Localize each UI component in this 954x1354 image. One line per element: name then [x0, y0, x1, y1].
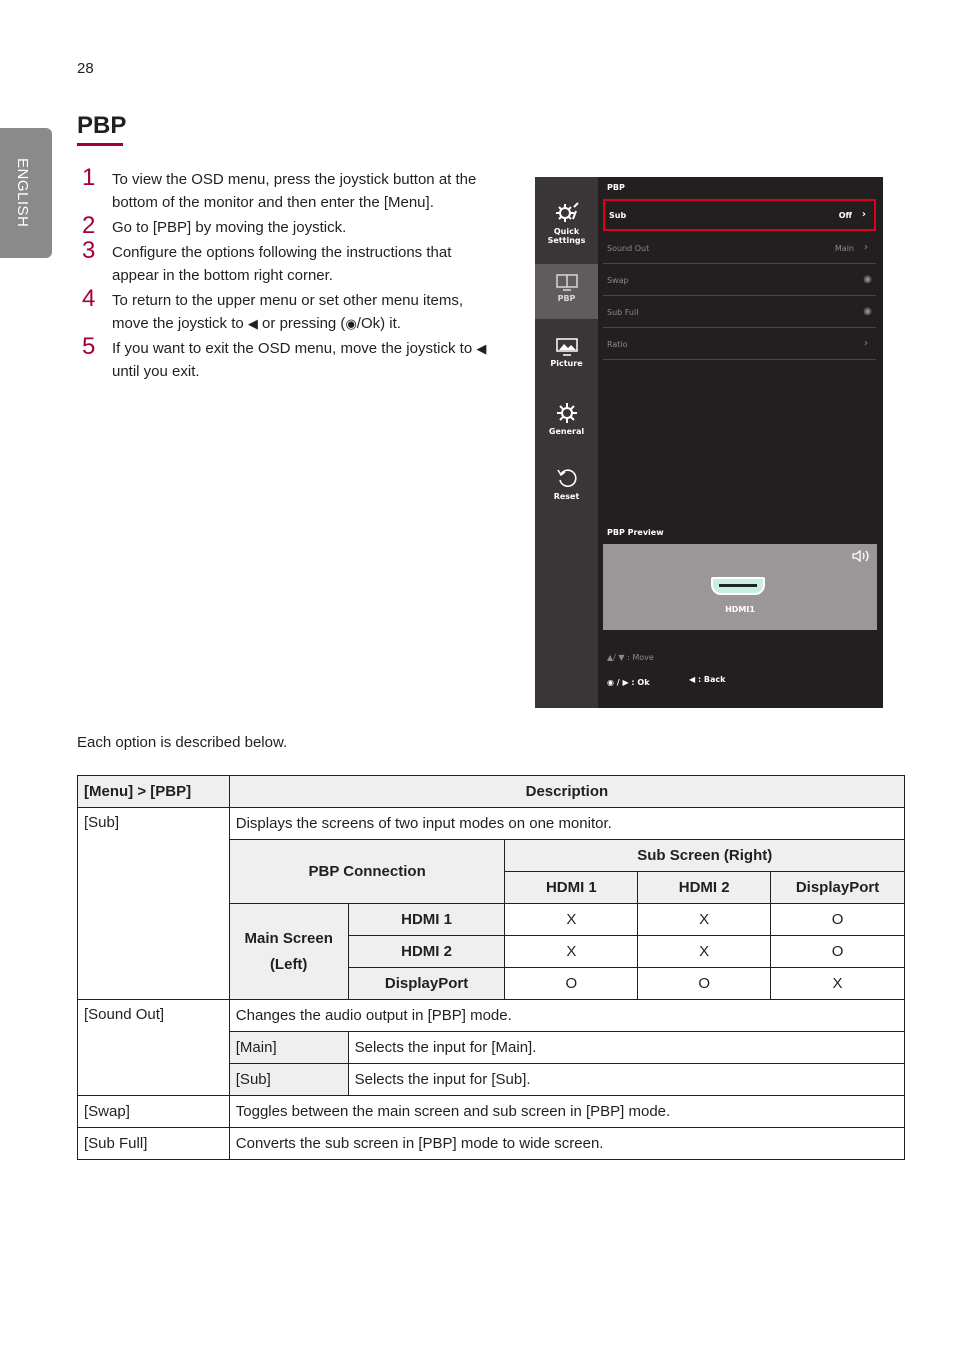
reset-icon: [555, 466, 579, 490]
sub-col-hdmi1: HDMI 1: [505, 872, 638, 904]
sound-out-option-desc: Selects the input for [Main].: [348, 1032, 904, 1064]
step-5: [82, 333, 502, 383]
section-title: PBP: [77, 112, 127, 139]
options-table: [77, 775, 905, 1160]
intro-text: Each option is described below.: [77, 734, 288, 751]
sound-out-option-main: [Main]: [229, 1032, 348, 1064]
compat-cell: X: [638, 904, 771, 936]
step-text: If you want to exit the OSD menu, move the joystick to: [112, 340, 477, 357]
step-number: 5: [82, 333, 96, 360]
page-number: 28: [77, 60, 94, 77]
compat-cell: O: [771, 904, 905, 936]
pbp-connection-header: PBP Connection: [229, 840, 505, 904]
radio-icon: ◉: [863, 274, 872, 285]
row-desc-sub: Displays the screens of two input modes on one monitor.: [229, 808, 904, 840]
row-label-sub: [Sub]: [78, 808, 230, 1000]
compat-cell: O: [771, 936, 905, 968]
osd-help-back: ◀ : Back: [689, 675, 726, 684]
step-text: Go to [PBP] by moving the joystick.: [112, 219, 347, 236]
sound-out-option-desc: Selects the input for [Sub].: [348, 1064, 904, 1096]
osd-menu-screenshot: [535, 177, 883, 708]
osd-nav-label: Reset: [553, 492, 580, 501]
pbp-icon: [555, 274, 579, 292]
left-arrow-icon: ◀: [247, 316, 258, 331]
osd-row-swap[interactable]: [603, 264, 876, 296]
osd-row-ratio[interactable]: [603, 328, 876, 360]
osd-nav-label: General: [548, 427, 585, 436]
picture-icon: [555, 337, 579, 357]
left-arrow-icon: ◀: [476, 341, 487, 356]
osd-row-sound-out[interactable]: [603, 232, 876, 264]
table-row: [78, 1096, 905, 1128]
step-1: [82, 164, 502, 214]
table-row: [78, 1000, 905, 1032]
step-text: /Ok) it.: [356, 315, 401, 332]
step-number: 4: [82, 285, 96, 312]
row-label-swap: [Swap]: [78, 1096, 230, 1128]
step-number: 2: [82, 212, 96, 239]
step-number: 3: [82, 237, 96, 264]
osd-preview-title: PBP Preview: [607, 528, 664, 537]
osd-nav-label: PBP: [557, 294, 576, 303]
step-text: until you exit.: [112, 363, 200, 380]
sub-screen-header: Sub Screen (Right): [505, 840, 905, 872]
step-4: [82, 285, 502, 335]
osd-help-ok: ◉ / ▶ : Ok: [607, 678, 650, 687]
step-3: [82, 237, 502, 287]
osd-row-sub-full[interactable]: [603, 296, 876, 328]
osd-nav-reset[interactable]: [535, 466, 598, 506]
osd-row-name: Sub Full: [607, 308, 639, 317]
sub-col-displayport: DisplayPort: [771, 872, 905, 904]
quick-settings-icon: [554, 201, 580, 225]
table-row: [78, 1128, 905, 1160]
osd-row-name: Sound Out: [607, 244, 650, 253]
osd-row-name: Swap: [607, 276, 629, 285]
osd-nav-general[interactable]: [535, 401, 598, 443]
main-screen-label: Main Screen: [244, 929, 333, 947]
table-header-row: [78, 776, 905, 808]
compat-cell: O: [505, 968, 638, 1000]
step-text: To view the OSD menu, press the joystick button at the bottom of the monitor and then enter the [Menu].: [112, 171, 477, 211]
step-text: Configure the options following the instructions that appear in the bottom right corner.: [112, 244, 452, 284]
osd-nav-label: Picture: [550, 359, 583, 368]
table-row: [78, 808, 905, 840]
osd-preview-input: HDMI1: [725, 605, 755, 614]
osd-row-value: Main: [834, 244, 854, 253]
osd-nav-picture[interactable]: [535, 337, 598, 377]
col-header-description: Description: [229, 776, 904, 808]
main-screen-header: [229, 904, 348, 1000]
sound-out-option-sub: [Sub]: [229, 1064, 348, 1096]
ok-button-icon: ◉: [345, 316, 357, 331]
col-header-menu: [Menu] > [PBP]: [78, 776, 230, 808]
row-desc-swap: Toggles between the main screen and sub screen in [PBP] mode.: [229, 1096, 904, 1128]
language-tab-label: ENGLISH: [14, 158, 31, 228]
compat-cell: X: [505, 936, 638, 968]
step-text: To return to the upper menu or set other menu items, move the joystick to: [112, 292, 464, 332]
compat-cell: X: [505, 904, 638, 936]
step-list: [82, 164, 502, 385]
osd-row-name: Sub: [609, 211, 627, 220]
chevron-right-icon: ›: [864, 338, 868, 349]
osd-nav-pbp[interactable]: [535, 264, 598, 319]
osd-help-move: ▲/ ▼ : Move: [607, 653, 654, 662]
step-text: or pressing (: [257, 315, 346, 332]
row-label-sound-out: [Sound Out]: [78, 1000, 230, 1096]
language-tab: [0, 128, 52, 258]
main-screen-label: (Left): [269, 955, 308, 973]
osd-nav-label: Quick: [553, 227, 580, 236]
osd-preview: [603, 544, 877, 630]
hdmi-port-icon: [711, 577, 765, 595]
osd-row-sub[interactable]: [603, 199, 876, 231]
compat-cell: O: [638, 968, 771, 1000]
osd-nav-quick-settings[interactable]: [535, 201, 598, 259]
speaker-icon: [851, 549, 871, 563]
osd-nav-label: Settings: [547, 236, 586, 245]
osd-row-value: Off: [838, 211, 852, 220]
row-desc-sound-out: Changes the audio output in [PBP] mode.: [229, 1000, 904, 1032]
chevron-right-icon: ›: [864, 242, 868, 253]
step-number: 1: [82, 164, 96, 191]
step-2: [82, 212, 502, 239]
main-row-displayport: DisplayPort: [348, 968, 505, 1000]
osd-menu-title: PBP: [607, 183, 625, 192]
main-row-hdmi2: HDMI 2: [348, 936, 505, 968]
row-desc-sub-full: Converts the sub screen in [PBP] mode to wide screen.: [229, 1128, 904, 1160]
main-row-hdmi1: HDMI 1: [348, 904, 505, 936]
chevron-right-icon: ›: [861, 209, 866, 220]
compat-cell: X: [638, 936, 771, 968]
title-underline: [77, 143, 123, 146]
radio-icon: ◉: [863, 306, 872, 317]
osd-row-name: Ratio: [607, 340, 628, 349]
sub-col-hdmi2: HDMI 2: [638, 872, 771, 904]
row-label-sub-full: [Sub Full]: [78, 1128, 230, 1160]
gear-icon: [555, 401, 579, 425]
compat-cell: X: [771, 968, 905, 1000]
